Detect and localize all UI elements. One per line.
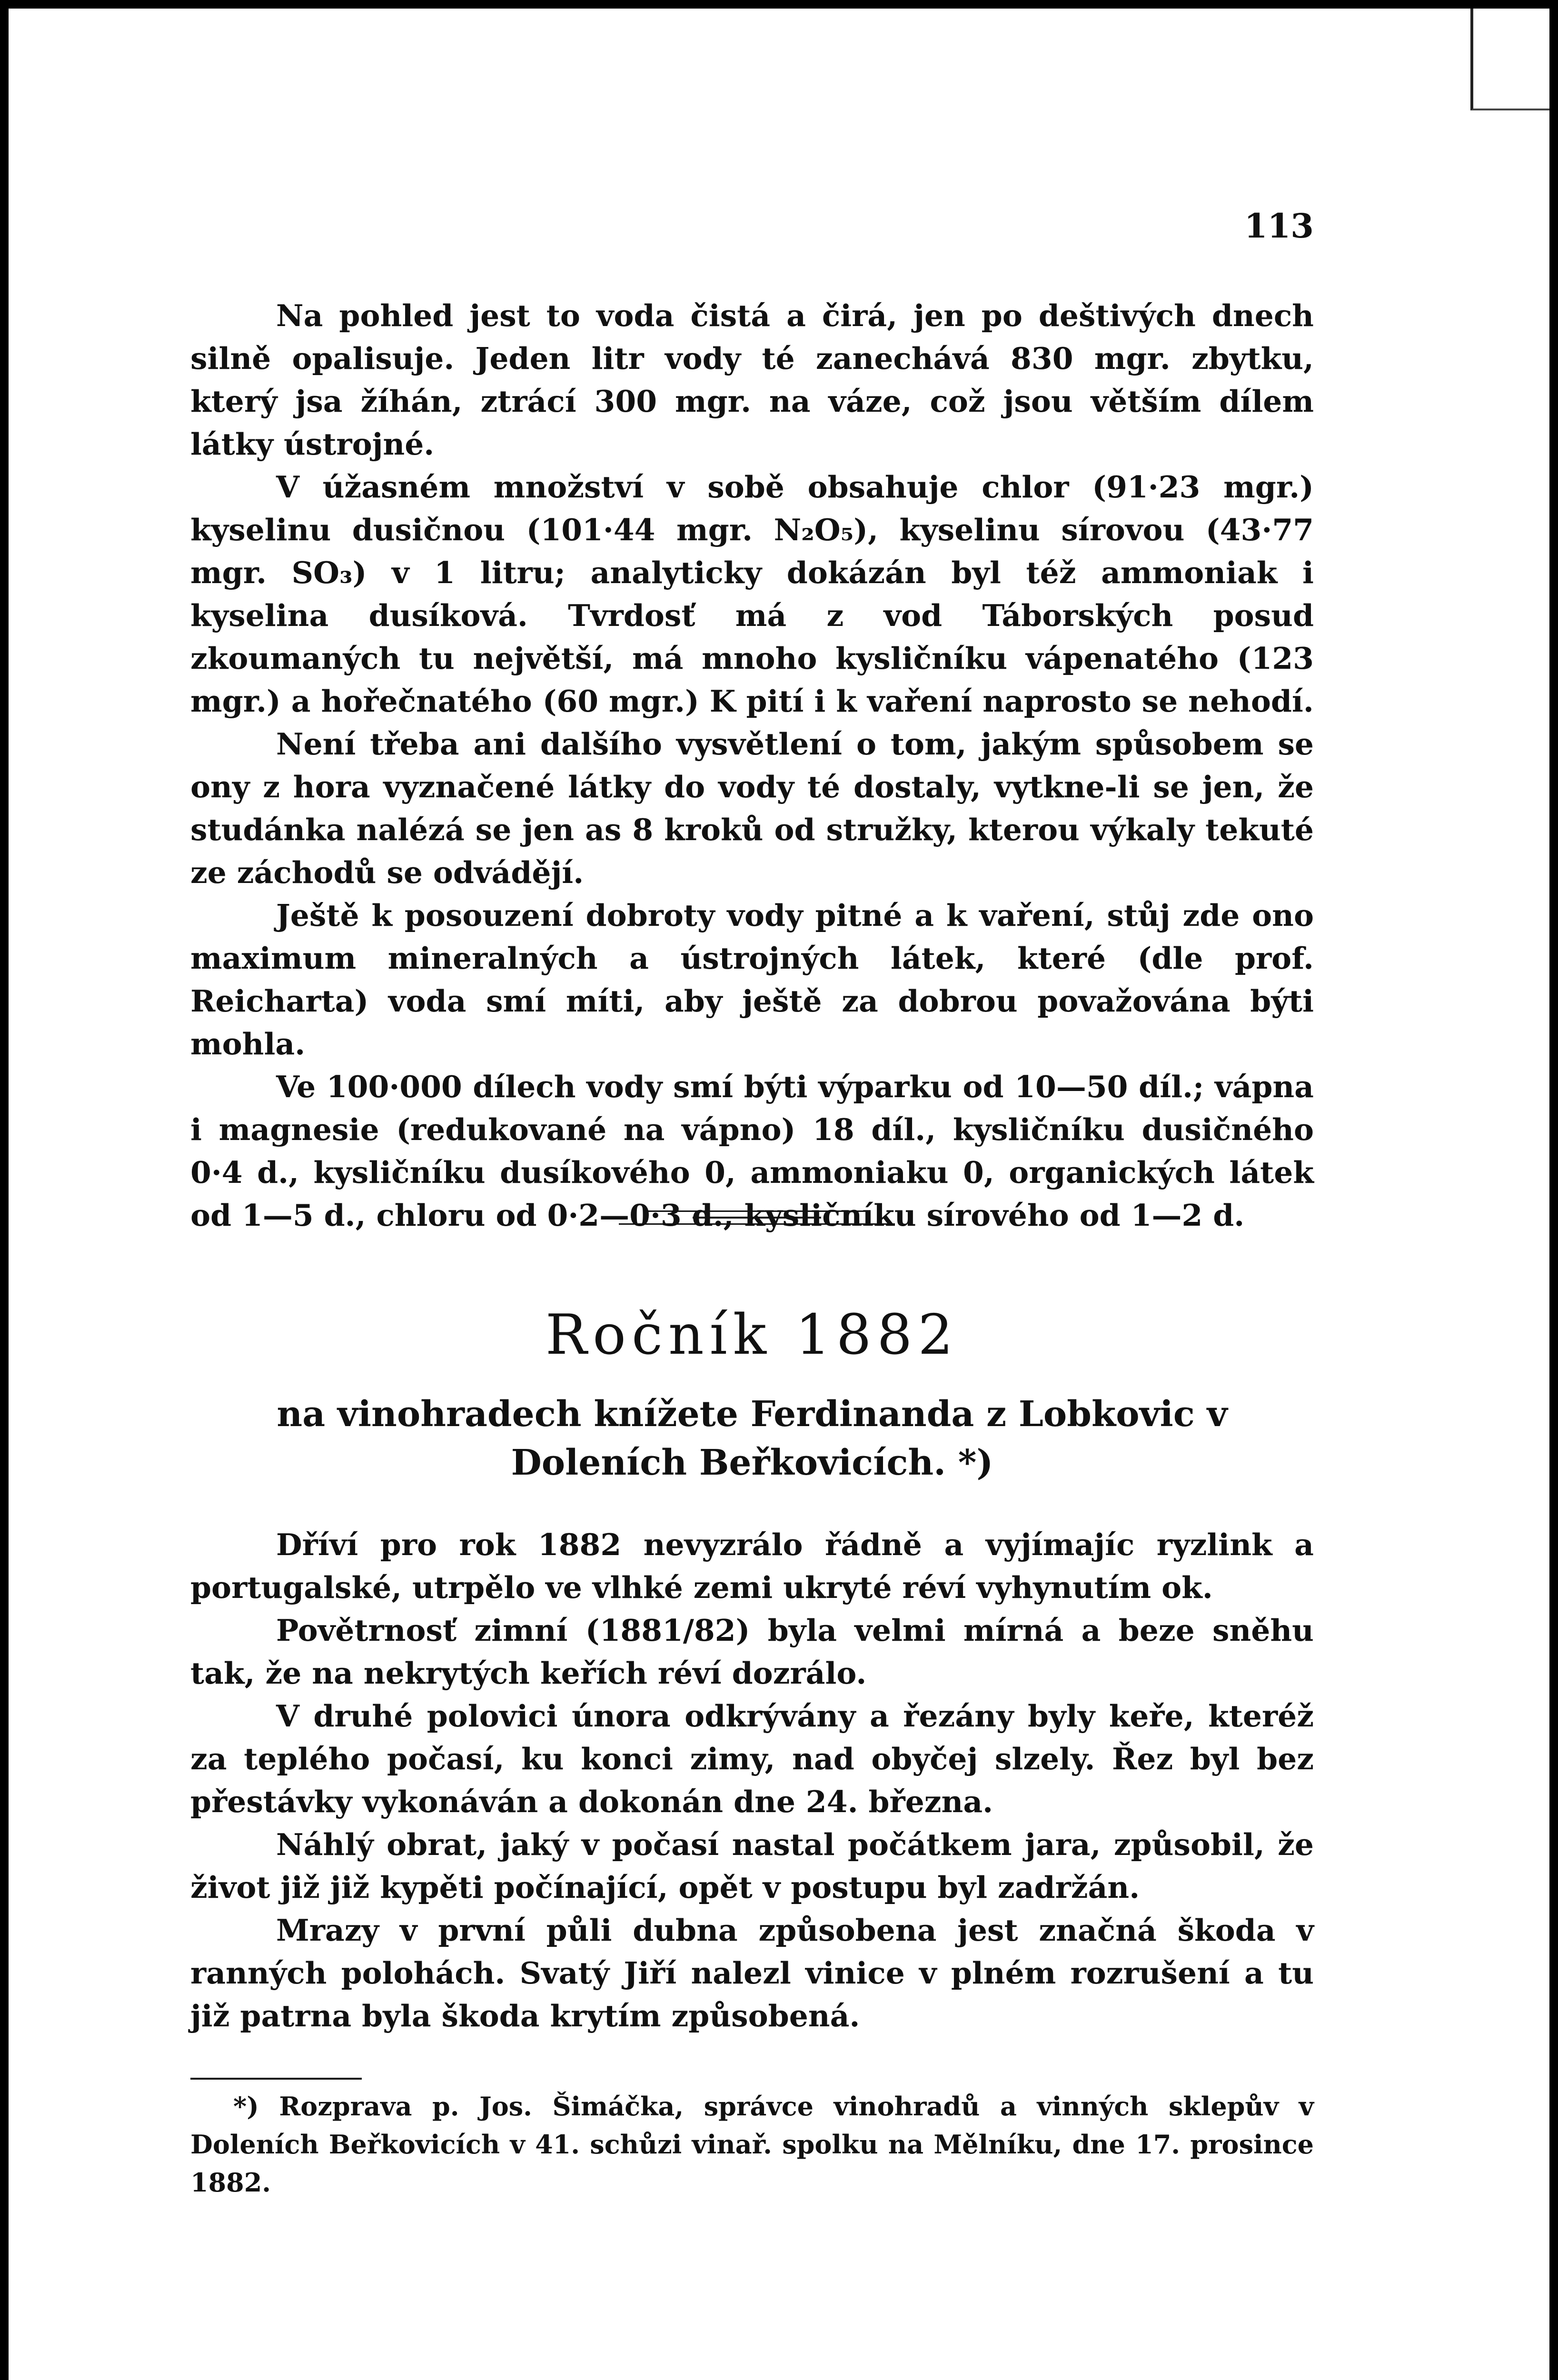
section-text [190, 294, 1314, 1237]
footnote: *) Rozprava p. Jos. Šimáčka, správce vinohradů a vinných sklepův v Doleních Beřkovicích v 41. schůzi vinař. spolku na Mělníku, dne 17. prosince 1882. [190, 2091, 1314, 2198]
paragraph: V druhé polovici února odkrývány a řezány byly keře, kteréž za teplého počasí, ku konci zimy, nad obyčej slzely. Řez byl bez přestávky vykonáván a dokonán dne 24. března. [190, 1698, 1314, 1819]
paragraph: V úžasném množství v sobě obsahuje chlor (91·23 mgr.) kyselinu dusičnou (101·44 mgr. N₂O₅), kyselinu sírovou (43·77 mgr. SO₃) v 1 litru; analyticky dokázán byl též ammoniak i kyselina dusíková. Tvrdosť má z vod Táborských posud zkoumaných tu největší, má mnoho kysličníku vápenatého (123 mgr.) a hořečnatého (60 mgr.) K pití i k vaření naprosto se nehodí. [190, 469, 1314, 719]
paragraph: Náhlý obrat, jaký v počasí nastal počátkem jara, způsobil, že život již již kypěti počínající, opět v postupu byl zadržán. [190, 1827, 1314, 1905]
paragraph: Ve 100·000 dílech vody smí býti výparku od 10—50 díl.; vápna i magnesie (redukované na vápno) 18 díl., kysličníku dusičného 0·4 d., kysličníku dusíkového 0, ammoniaku 0, organických látek od 1—5 d., chloru od 0·2—0·3 d., kysličníku sírového od 1—2 d. [190, 1069, 1314, 1233]
footnote-rule [190, 2078, 362, 2080]
page-number: 113 [1244, 206, 1314, 246]
article-title: Ročník 1882 [545, 1303, 959, 1367]
section-separator [619, 1210, 895, 1225]
book-page [190, 0, 1314, 2380]
paragraph: Na pohled jest to voda čistá a čirá, jen po deštivých dnech silně opalisuje. Jeden litr vody té zanechává 830 mgr. zbytku, který jsa žíhán, ztrácí 300 mgr. na váze, což jsou větším dílem látky ústrojné. [190, 298, 1314, 462]
scan-corner-mark [1470, 9, 1549, 110]
paragraph: Povětrnosť zimní (1881/82) byla velmi mírná a beze sněhu tak, že na nekrytých keřích réví dozrálo. [190, 1613, 1314, 1691]
paragraph: Ještě k posouzení dobroty vody pitné a k vaření, stůj zde ono maximum mineralných a ústrojných látek, které (dle prof. Reicharta) voda smí míti, aby ještě za dobrou považována býti mohla. [190, 898, 1314, 1061]
article-subtitle: na vinohradech knížete Ferdinanda z Lobkovic v Doleních Beřkovicích. *) [277, 1394, 1228, 1483]
paragraph: Není třeba ani dalšího vysvětlení o tom, jakým spůsobem se ony z hora vyznačené látky do vody té dostaly, vytkne-li se jen, že studánka nalézá se jen as 8 kroků od stružky, kterou výkaly tekuté ze záchodů se odvádějí. [190, 726, 1314, 890]
paragraph: Dříví pro rok 1882 nevyzrálo řádně a vyjímajíc ryzlink a portugalské, utrpělo ve vlhké zemi ukryté réví vyhynutím ok. [190, 1527, 1314, 1605]
article-text [190, 1523, 1314, 2037]
paragraph: Mrazy v první půli dubna způsobena jest značná škoda v ranných polohách. Svatý Jiří nalezl vinice v plném rozrušení a tu již patrna byla škoda krytím způsobená. [190, 1913, 1314, 2033]
